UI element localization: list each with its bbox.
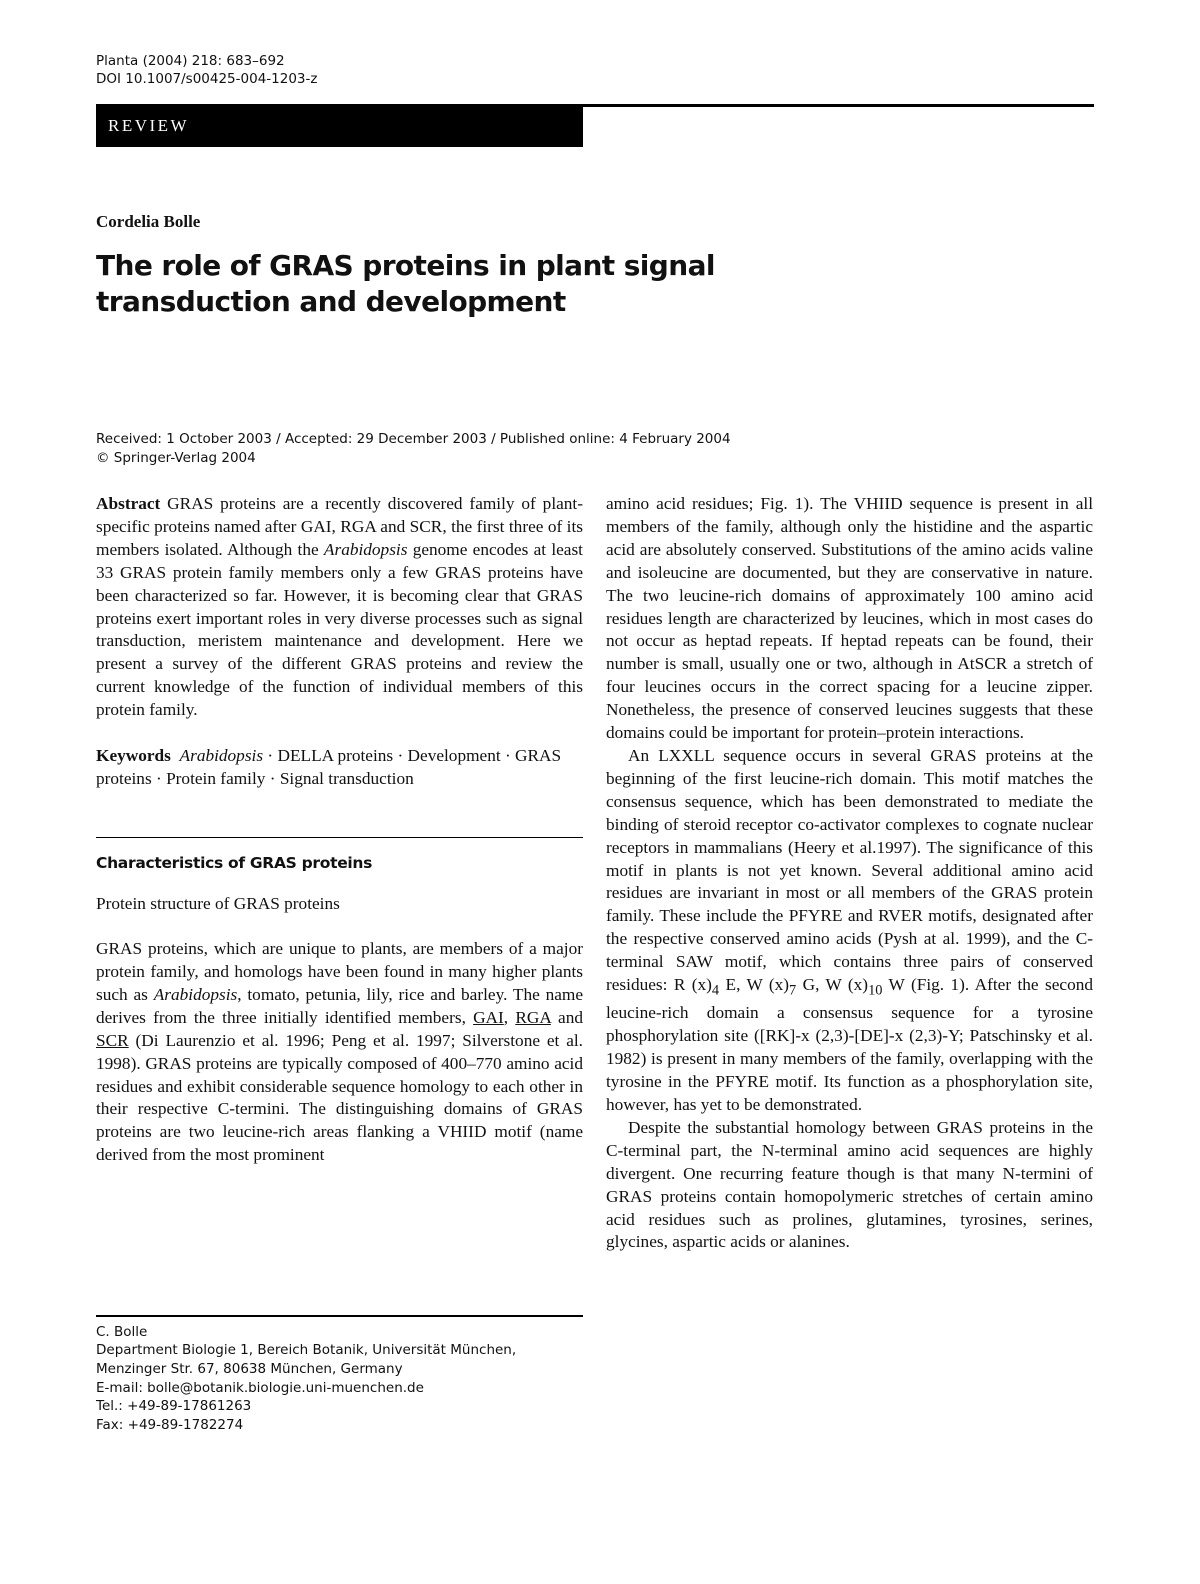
section-heading: Characteristics of GRAS proteins — [96, 854, 373, 873]
section-label-bar — [96, 107, 583, 147]
copyright: © Springer-Verlag 2004 — [96, 450, 256, 466]
section-subheading: Protein structure of GRAS proteins — [96, 894, 340, 914]
footnote-tel: Tel.: +49-89-17861263 — [96, 1398, 252, 1415]
body-paragraph: Despite the substantial homology between GRAS proteins in the C-terminal part, the N-terminal amino acid sequences are highly divergent. One recurring feature though is that many N-termini of GRAS proteins contain homopolymeric stretches of certain amino acid residues such as prolines, glutamines, tyrosines, serines, glycines, aspartic acids or alanines. — [606, 1117, 1093, 1252]
author-footnote — [96, 1315, 583, 1435]
footnote-fax: Fax: +49-89-1782274 — [96, 1417, 244, 1434]
keywords-label: Keywords — [96, 745, 171, 765]
body-paragraph: GRAS proteins, which are unique to plants, are members of a major protein family, and homologs have been found in many higher plants such as Arabidopsis, tomato, petunia, lily, rice and barley. The name derives from the three initially identified members, GAI, RGA and SCR (Di Laurenzio et al. 1996; Peng et al. 1997; Silverstone et al. 1998). GRAS proteins are typically composed of 400–770 amino acid residues and exhibit considerable sequence homology to each other in their respective C-termini. The distinguishing domains of GRAS proteins are two leucine-rich areas flanking a VHIID motif (name derived from the most prominent — [96, 939, 584, 1165]
publication-dates — [96, 430, 731, 468]
right-column — [606, 493, 1093, 1254]
footnote-address-1: Department Biologie 1, Bereich Botanik, Universität München, — [96, 1342, 517, 1359]
footnote-name: C. Bolle — [96, 1323, 148, 1340]
footnote-address-2: Menzinger Str. 67, 80638 München, Germany — [96, 1360, 403, 1377]
left-column — [96, 493, 583, 1167]
journal-citation — [96, 52, 317, 88]
abstract: Abstract GRAS proteins are a recently discovered family of plant-specific proteins named after GAI, RGA and SCR, the first three of its members isolated. Although the Arabidopsis genome encodes at least 33 GRAS protein family members only a few GRAS proteins have been characterized so far. However, it is becoming clear that GRAS proteins exert important roles in very diverse processes such as signal transduction, meristem maintenance and development. Here we present a survey of the different GRAS proteins and review the current knowledge of the function of individual members of this protein family. — [96, 494, 583, 720]
body-paragraph: amino acid residues; Fig. 1). The VHIID sequence is present in all members of the family, although only the histidine and the aspartic acid are absolutely conserved. Substitutions of the amino acids valine and isoleucine are documented, but they are conservative in nature. The two leucine-rich domains of approximately 100 amino acid residues length are characterized by leucines, which in most cases do not occur as heptad repeats. If heptad repeats can be found, their number is small, usually one or two, although in AtSCR a stretch of four leucines occurs in the correct spacing for a leucine zipper. Nonetheless, the presence of conserved leucines suggests that these domains could be important for protein–protein interactions. — [606, 494, 1093, 743]
keywords: Keywords Arabidopsis · DELLA proteins · Development · GRAS proteins · Protein family · Signal transduction — [96, 745, 562, 788]
doi-line: DOI 10.1007/s00425-004-1203-z — [96, 71, 318, 87]
author-name: Cordelia Bolle — [96, 212, 201, 231]
date-history: Received: 1 October 2003 / Accepted: 29 December 2003 / Published online: 4 February 2004 — [96, 431, 731, 447]
abstract-label: Abstract — [96, 494, 161, 513]
footnote-email: E-mail: bolle@botanik.biologie.uni-muenchen.de — [96, 1379, 424, 1396]
article-title: The role of GRAS proteins in plant signal transduction and development — [96, 249, 715, 318]
footnote-rule — [96, 1315, 583, 1317]
body-paragraph: An LXXLL sequence occurs in several GRAS proteins at the beginning of the first leucine-rich domain. This motif matches the consensus sequence, which has been demonstrated to mediate the binding of steroid receptor co-activator complexes to cognate nuclear receptors in mammalians (Heery et al.1997). The significance of this motif in plants is not yet known. Several additional amino acid residues are invariant in most or all members of the GRAS protein family. These include the PFYRE and RVER motifs, designated after the respective conserved amino acids (Pysh at al. 1999), and the C-terminal SAW motif, which contains three pairs of conserved residues: R $(x)_4$ E, W $(x)_7$ G, W $(x)_{10}$ W (Fig. 1). After the second leucine-rich domain a consensus sequence for a tyrosine phosphorylation site ([RK]-x (2,3)-[DE]-x (2,3)-Y; Patschinsky et al. 1982) is present in many members of the family, overlapping with the tyrosine in the PFYRE motif. Its function as a phosphorylation site, however, has yet to be demonstrated. — [606, 745, 1093, 1115]
section-label: REVIEW — [108, 116, 190, 135]
journal-line: Planta (2004) 218: 683–692 — [96, 53, 285, 69]
